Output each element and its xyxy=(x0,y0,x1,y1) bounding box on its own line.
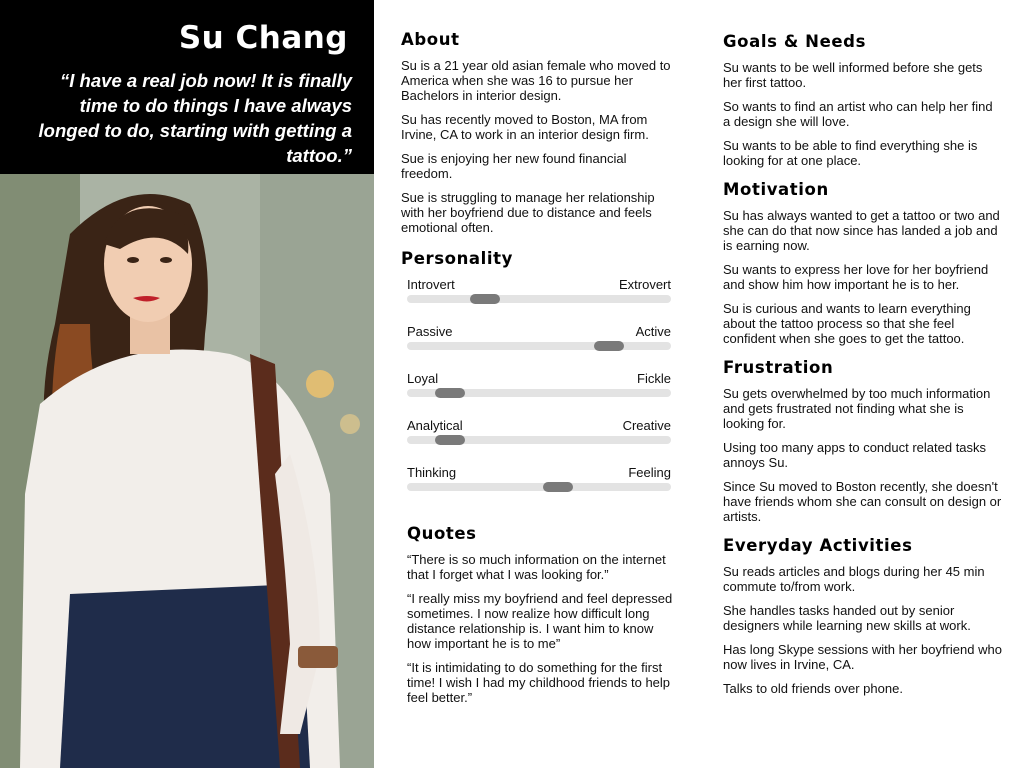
goals-title: Goals & Needs xyxy=(723,32,866,51)
trait-track xyxy=(407,295,671,303)
trait-right-label: Extrovert xyxy=(618,277,671,292)
goal-item: Su wants to be able to find everything she is looking for at one place. xyxy=(723,138,978,168)
persona-photo xyxy=(0,174,374,768)
trait-knob xyxy=(470,294,500,304)
trait-right-label: Active xyxy=(635,324,671,339)
frustration-item: Su gets overwhelmed by too much information and gets frustrated not finding what she is looking for. xyxy=(723,386,991,431)
trait-slider xyxy=(407,371,671,418)
persona-panel xyxy=(0,0,374,768)
trait-left-label: Analytical xyxy=(407,418,463,433)
trait-left-label: Thinking xyxy=(407,465,457,480)
right-column xyxy=(723,32,1003,708)
about-paragraph: Sue is enjoying her new found financial freedom. xyxy=(401,151,627,181)
activity-item: She handles tasks handed out by senior designers while learning new skills at work. xyxy=(723,603,971,633)
frustration-section xyxy=(723,358,1003,524)
trait-right-label: Creative xyxy=(622,418,671,433)
middle-column xyxy=(401,30,676,717)
activities-section xyxy=(723,536,1003,696)
persona-name: Su Chang xyxy=(178,20,348,56)
trait-track xyxy=(407,342,671,350)
about-paragraph: Su is a 21 year old asian female who moved to America when she was 16 to pursue her Bachelors in interior design. xyxy=(401,58,671,103)
motivation-item: Su has always wanted to get a tattoo or two and she can do that now since has landed a job and is earning now. xyxy=(723,208,1000,253)
trait-slider xyxy=(407,324,671,371)
trait-left-label: Loyal xyxy=(407,371,439,386)
quote-item: “I really miss my boyfriend and feel depressed sometimes. I now realize how difficult long distance relationship is. I want him to know how important he is to me” xyxy=(407,591,673,651)
trait-slider xyxy=(407,418,671,465)
persona-quote: “I have a real job now! It is finally time to do things I have always longed to do, starting with getting a tattoo.” xyxy=(38,70,352,166)
activity-item: Su reads articles and blogs during her 45 min commute to/from work. xyxy=(723,564,985,594)
trait-right-label: Fickle xyxy=(637,371,671,386)
quote-item: “It is intimidating to do something for the first time! I wish I had my childhood friends to help feel better.” xyxy=(407,660,671,705)
personality-title: Personality xyxy=(401,249,514,268)
goal-item: So wants to find an artist who can help her find a design she will love. xyxy=(723,99,993,129)
trait-track xyxy=(407,436,671,444)
goals-section xyxy=(723,32,1003,168)
activity-item: Has long Skype sessions with her boyfriend who now lives in Irvine, CA. xyxy=(723,642,1002,672)
motivation-item: Su wants to express her love for her boyfriend and show him how important he is to her. xyxy=(723,262,989,292)
trait-slider xyxy=(407,277,671,324)
about-section xyxy=(401,30,676,235)
motivation-title: Motivation xyxy=(723,180,829,199)
trait-left-label: Passive xyxy=(407,324,453,339)
trait-knob xyxy=(435,388,465,398)
quotes-section xyxy=(407,524,676,705)
persona-header xyxy=(0,0,374,174)
trait-track xyxy=(407,389,671,397)
trait-right-label: Feeling xyxy=(628,465,671,480)
about-title: About xyxy=(401,30,460,49)
personality-sliders xyxy=(407,277,671,512)
goal-item: Su wants to be well informed before she gets her first tattoo. xyxy=(723,60,983,90)
quotes-title: Quotes xyxy=(407,524,477,543)
about-paragraph: Sue is struggling to manage her relationship with her boyfriend due to distance and feels emotional often. xyxy=(401,190,655,235)
about-paragraph: Su has recently moved to Boston, MA from Irvine, CA to work in an interior design firm. xyxy=(401,112,649,142)
trait-knob xyxy=(435,435,465,445)
activity-item: Talks to old friends over phone. xyxy=(723,681,903,696)
trait-left-label: Introvert xyxy=(407,277,455,292)
trait-knob xyxy=(594,341,624,351)
trait-slider xyxy=(407,465,671,512)
frustration-title: Frustration xyxy=(723,358,834,377)
personality-section xyxy=(401,249,676,512)
persona-photo-illustration xyxy=(0,174,374,768)
trait-knob xyxy=(543,482,573,492)
activities-title: Everyday Activities xyxy=(723,536,913,555)
motivation-section xyxy=(723,180,1003,346)
quote-item: “There is so much information on the internet that I forget what I was looking for.” xyxy=(407,552,666,582)
trait-track xyxy=(407,483,671,491)
frustration-item: Since Su moved to Boston recently, she doesn't have friends whom she can consult on design or artists. xyxy=(723,479,1002,524)
frustration-item: Using too many apps to conduct related tasks annoys Su. xyxy=(723,440,987,470)
motivation-item: Su is curious and wants to learn everything about the tattoo process so that she feel confident when she goes to get the tattoo. xyxy=(723,301,971,346)
